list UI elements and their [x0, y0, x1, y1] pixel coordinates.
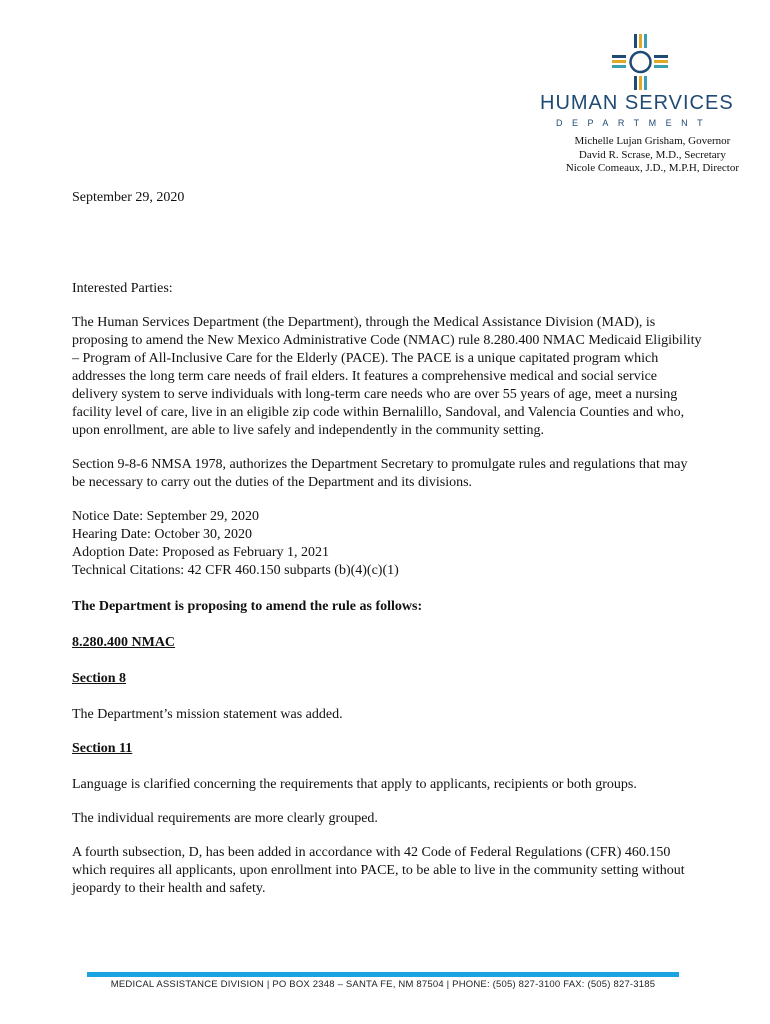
- letter-body: [72, 280, 702, 914]
- section11-text-1: Language is clarified concerning the requirements that apply to applicants, recipients or both groups.: [72, 777, 637, 792]
- hearing-date: Hearing Date: October 30, 2020: [72, 527, 252, 542]
- logo-subtitle: DEPARTMENT: [556, 118, 713, 128]
- official-secretary: David R. Scrase, M.D., Secretary: [578, 148, 726, 161]
- section11-text-2: The individual requirements are more clearly grouped.: [72, 811, 378, 826]
- letter-date: September 29, 2020: [72, 190, 185, 205]
- official-director: Nicole Comeaux, J.D., M.P.H, Director: [565, 162, 739, 174]
- hsd-logo: [540, 34, 746, 126]
- official-governor: Michelle Lujan Grisham, Governor: [574, 135, 731, 147]
- logo-name: HUMAN SERVICES: [540, 92, 734, 114]
- section11-text-3: A fourth subsection, D, has been added in accordance with 42 Code of Federal Regulations (CFR) 460.150 which requires all applicants, upon enrollment into PACE, to be able to live in the community setting without jeopardy to their health and safety.: [72, 845, 685, 896]
- dates-block: [72, 508, 702, 580]
- section11-heading: Section 11: [72, 741, 133, 756]
- rule-heading: 8.280.400 NMAC: [72, 635, 176, 650]
- officials-block: [566, 135, 739, 176]
- intro-paragraph: The Human Services Department (the Department), through the Medical Assistance Division (MAD), is proposing to amend the New Mexico Administrative Code (NMAC) rule 8.280.400 NMAC Medicaid Eligibility – Program of All-Inclusive Care for the Elderly (PACE). The PACE is a unique capitated program which addresses the long term care needs of frail elders. It features a comprehensive medical and social service delivery system to serve individuals with long-term care needs who are over 55 years of age, meet a nursing facility level of care, live in an eligible zip code within Bernalillo, Sandoval, and Valencia Counties and who, upon enrollment, are able to live safely and independently in the community setting.: [72, 315, 702, 438]
- notice-date: Notice Date: September 29, 2020: [72, 509, 260, 524]
- section8-heading: Section 8: [72, 671, 127, 686]
- salutation: Interested Parties:: [72, 281, 173, 296]
- section8-text: The Department’s mission statement was added.: [72, 707, 343, 722]
- footer-bar: [87, 972, 679, 977]
- technical-citations: Technical Citations: 42 CFR 460.150 subparts (b)(4)(c)(1): [72, 563, 399, 578]
- zia-sun-icon: [610, 34, 670, 90]
- adoption-date: Adoption Date: Proposed as February 1, 2021: [72, 545, 330, 560]
- footer-contact: MEDICAL ASSISTANCE DIVISION | PO BOX 2348 – SANTA FE, NM 87504 | PHONE: (505) 827-3100 FAX: (505) 827-3185: [110, 979, 656, 990]
- proposal-heading: The Department is proposing to amend the rule as follows:: [72, 599, 423, 614]
- authority-paragraph: Section 9-8-6 NMSA 1978, authorizes the Department Secretary to promulgate rules and regulations that may be necessary to carry out the duties of the Department and its divisions.: [72, 457, 688, 490]
